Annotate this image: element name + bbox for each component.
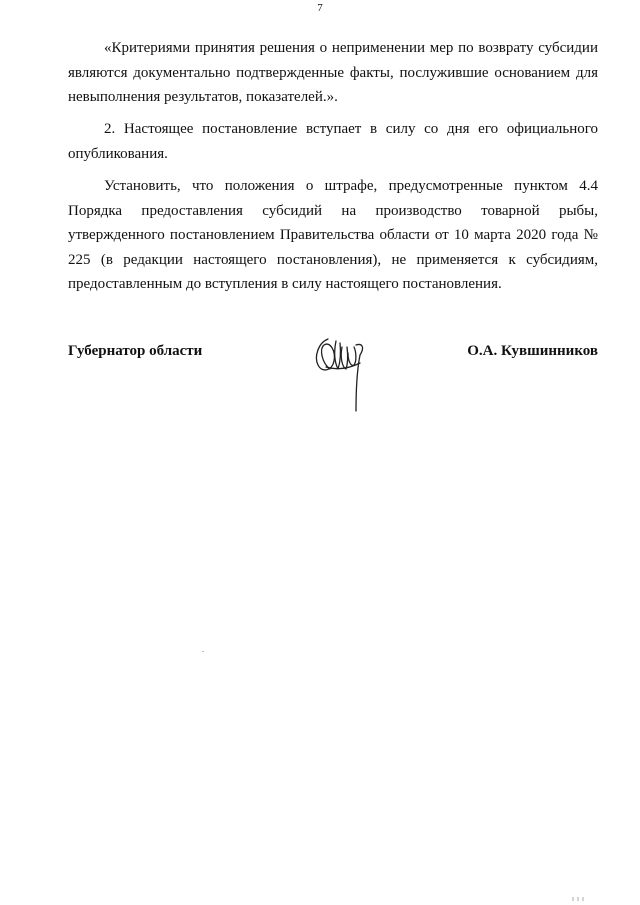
signer-title: Губернатор области — [68, 343, 203, 359]
handwritten-signature-icon — [310, 333, 380, 423]
page-number: 7 — [317, 2, 323, 14]
signer-name: О.А. Кувшинников — [467, 343, 598, 359]
paragraph-effective-date: 2. Настоящее постановление вступает в силу со дня его официального опубликования. — [68, 121, 598, 162]
signature-block — [68, 343, 598, 433]
paragraph-criteria: «Критериями принятия решения о неприменении мер по возврату субсидии являются документально подтвержденные факты, послужившие основанием для невыполнения результатов, показателей.». — [68, 40, 598, 105]
scan-artifact-dot — [202, 651, 204, 652]
paragraph-penalty-provisions: Установить, что положения о штрафе, предусмотренные пунктом 4.4 Порядка предоставления субсидий на производство товарной рыбы, утвержденного постановлением Правительства области от 10 марта 2020 года № 225 (в редакции настоящего постановления), не применяется к субсидиям, предоставленным до вступления в силу настоящего постановления. — [68, 178, 598, 292]
scan-artifact-mark — [572, 897, 588, 901]
